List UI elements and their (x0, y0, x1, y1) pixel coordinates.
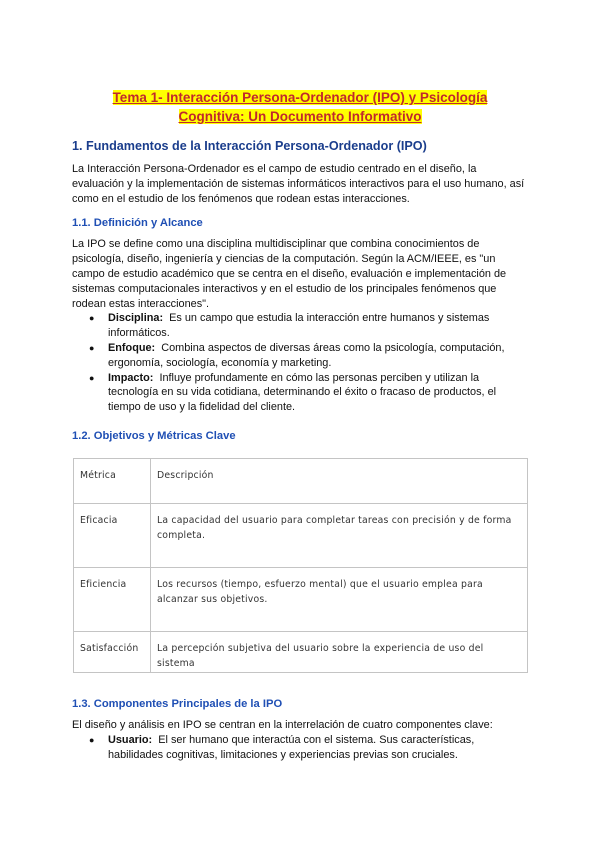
table-cell-description: La percepción subjetiva del usuario sobre la experiencia de uso del sistema (151, 631, 528, 672)
spacer (72, 673, 528, 687)
section-1-1-heading: 1.1. Definición y Alcance (72, 217, 203, 230)
bullet-text: Combina aspectos de diversas áreas como la psicología, computación, ergonomía, sociología, economía y marketing. (108, 341, 505, 369)
section-1-3-heading: 1.3. Componentes Principales de la IPO (72, 697, 283, 710)
bullet-item-disciplina (108, 311, 528, 341)
bullet-item-impacto (108, 371, 528, 415)
bullet-item-usuario (108, 733, 528, 763)
document-title (72, 88, 528, 126)
table-cell-description: La capacidad del usuario para completar tareas con precisión y de forma completa. (151, 503, 528, 567)
section-1-heading: 1. Fundamentos de la Interacción Persona-Ordenador (IPO) (72, 139, 427, 153)
table-cell-metric: Eficiencia (74, 567, 151, 631)
title-line-2: Cognitiva: Un Documento Informativo (178, 109, 422, 124)
bullet-term: Usuario: (108, 733, 153, 746)
bullet-text: El ser humano que interactúa con el sistema. Sus características, habilidades cognitivas, limitaciones y experiencias previas son cruciales. (108, 733, 475, 761)
section-1-1-paragraph: La IPO se define como una disciplina multidisciplinar que combina conocimientos de psicología, diseño, ingeniería y ciencias de la computación. Según la ACM/IEEE, es "un campo de estudio académico que se centra en el diseño, evaluación e implementación de sistemas computacionales interactivos y en el estudio de los principales fenómenos que rodean estas interacciones". (72, 238, 507, 310)
bullet-term: Impacto: (108, 371, 154, 384)
title-line-1: Tema 1- Interacción Persona-Ordenador (IPO) y Psicología (112, 90, 488, 105)
metrics-table (73, 458, 528, 673)
section-1-3-bullet-list (72, 733, 528, 763)
bullet-item-enfoque (108, 341, 528, 371)
table-header-row (74, 458, 528, 503)
bullet-text: Influye profundamente en cómo las personas perciben y utilizan la tecnología en su vida cotidiana, determinando el éxito o fracaso de productos, el tiempo de uso y la fidelidad del cliente. (108, 371, 497, 414)
section-1-2-heading: 1.2. Objetivos y Métricas Clave (72, 429, 236, 442)
table-cell-description: Los recursos (tiempo, esfuerzo mental) que el usuario emplea para alcanzar sus objetivos. (151, 567, 528, 631)
table-cell-metric: Satisfacción (74, 631, 151, 672)
table-row (74, 631, 528, 672)
bullet-text: Es un campo que estudia la interacción entre humanos y sistemas informáticos. (108, 312, 490, 340)
bullet-term: Enfoque: (108, 341, 156, 354)
section-1-1-bullet-list (72, 311, 528, 415)
section-1-3-paragraph: El diseño y análisis en IPO se centran en la interrelación de cuatro componentes clave: (72, 718, 493, 731)
table-header-cell-description: Descripción (151, 458, 528, 503)
table-header-cell-metric: Métrica (74, 458, 151, 503)
table-row (74, 567, 528, 631)
section-1-intro: La Interacción Persona-Ordenador es el campo de estudio centrado en el diseño, la evaluación y la implementación de sistemas informáticos interactivos para el uso humano, así como en el estudio de los fenómenos que rodean estas interacciones. (72, 163, 525, 205)
bullet-term: Disciplina: (108, 312, 164, 325)
table-row (74, 503, 528, 567)
table-cell-metric: Eficacia (74, 503, 151, 567)
